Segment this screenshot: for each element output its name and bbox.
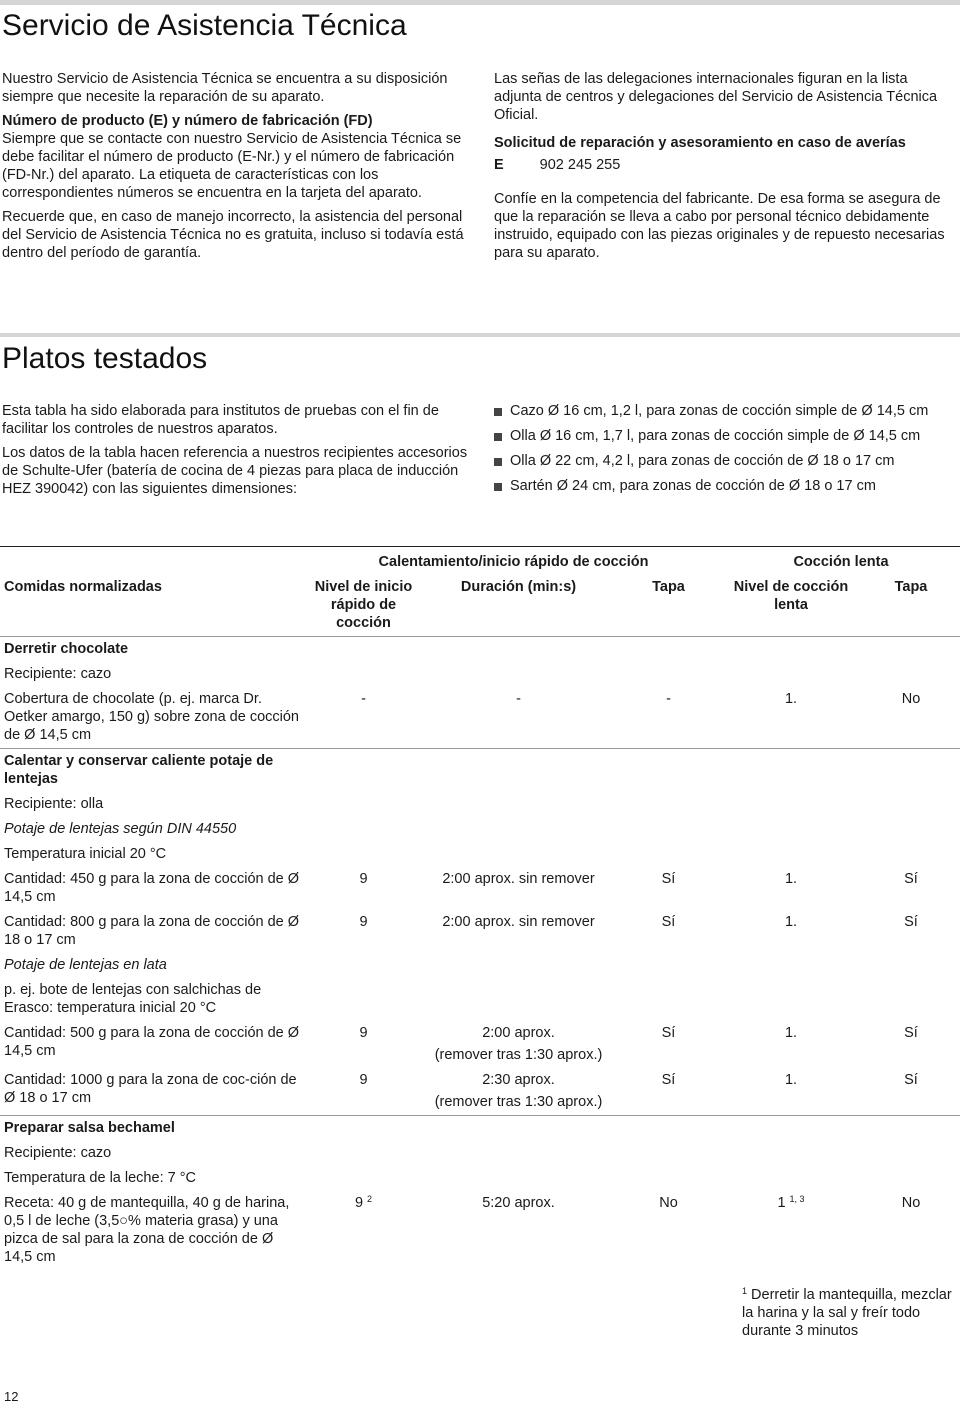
footnote — [742, 1286, 957, 1340]
cell-lid-slow: Sí — [904, 1025, 918, 1041]
dish-description: Receta: 40 g de mantequilla, 40 g de harina, 0,5 l de leche (3,5○% materia grasa) y una pizca de sal para la zona de cocción de Ø 14,5 cm — [4, 1195, 290, 1265]
service-right-column — [494, 70, 956, 268]
table-row — [0, 1141, 960, 1166]
footnote-ref: 1, 3 — [789, 1194, 805, 1204]
cell-duration: 5:20 aprox. — [482, 1195, 555, 1211]
group-header-row — [0, 547, 960, 576]
dish-description: Cantidad: 500 g para la zona de cocción de Ø 14,5 cm — [4, 1025, 300, 1059]
dish-subtitle: Potaje de lentejas en lata — [4, 957, 167, 973]
table-row — [0, 953, 960, 978]
page-number: 12 — [4, 1389, 19, 1404]
table-row — [0, 792, 960, 817]
duration-value: 2:30 aprox. — [482, 1072, 555, 1088]
level-value: 9 — [354, 1195, 364, 1211]
cell-level-fast: 9 — [359, 1025, 368, 1041]
cell-lid-slow: No — [901, 691, 921, 707]
cell-lid-fast: Sí — [661, 1025, 676, 1041]
header-lid-fast: Tapa — [652, 579, 685, 595]
cell-duration: 2:00 aprox. sin remover — [442, 871, 595, 887]
dish-description: Cantidad: 800 g para la zona de cocción de Ø 18 o 17 cm — [4, 914, 300, 948]
duration-value: 2:00 aprox. — [482, 1025, 555, 1041]
header-duration: Duración (min:s) — [460, 579, 577, 595]
section-title-tested-dishes: Platos testados — [2, 342, 208, 375]
vessel-item: Olla Ø 16 cm, 1,7 l, para zonas de cocción simple de Ø 14,5 cm — [494, 427, 960, 445]
table-row — [0, 662, 960, 687]
dish-description: Cantidad: 450 g para la zona de cocción de Ø 14,5 cm — [4, 871, 300, 905]
cell-level-slow — [720, 1191, 860, 1270]
cell-level-slow: 1. — [784, 914, 798, 930]
cell-lid-slow: No — [901, 1195, 921, 1211]
header-dish: Comidas normalizadas — [4, 579, 162, 595]
group-slow-cooking: Cocción lenta — [720, 547, 960, 576]
dish-vessel: Recipiente: olla — [4, 796, 104, 812]
table-row — [0, 637, 960, 663]
table-row — [0, 1068, 960, 1116]
cell-duration — [420, 1068, 615, 1116]
dish-temperature: Temperatura de la leche: 7 °C — [4, 1170, 196, 1186]
table-row — [0, 749, 960, 793]
cell-lid-slow: Sí — [904, 914, 918, 930]
header-lid-slow: Tapa — [894, 579, 928, 595]
header-level-slow: Nivel de cocción lenta — [733, 579, 849, 613]
cell-level-fast — [305, 1191, 420, 1270]
footnote-marker: 1 — [742, 1286, 748, 1296]
section-divider — [0, 333, 960, 337]
cell-level-slow: 1. — [784, 1072, 798, 1088]
dish-title: Calentar y conservar caliente potaje de lentejas — [0, 749, 305, 793]
cell-level-fast: 9 — [359, 1072, 368, 1088]
tested-dishes-table — [0, 546, 960, 1270]
column-header-row — [0, 575, 960, 637]
footnote-text: Derretir la mantequilla, mezclar la harina y la sal y freír todo durante 3 minutos — [742, 1287, 952, 1339]
repair-request-heading: Solicitud de reparación y asesoramiento en caso de averías — [494, 135, 906, 151]
vessel-item: Cazo Ø 16 cm, 1,2 l, para zonas de cocción simple de Ø 14,5 cm — [494, 402, 960, 420]
section-title-service: Servicio de Asistencia Técnica — [2, 9, 407, 42]
vessel-item: Sartén Ø 24 cm, para zonas de cocción de Ø 18 o 17 cm — [494, 477, 960, 495]
phone-number[interactable]: 902 245 255 — [539, 157, 621, 173]
vessel-item: Olla Ø 22 cm, 4,2 l, para zonas de cocción de Ø 18 o 17 cm — [494, 452, 960, 470]
table-row — [0, 1116, 960, 1142]
dish-description: Cantidad: 1000 g para la zona de coc-ción de Ø 18 o 17 cm — [4, 1072, 297, 1106]
table-row — [0, 978, 960, 1021]
cell-level-slow: 1. — [784, 691, 798, 707]
table-row — [0, 687, 960, 749]
table-row — [0, 1191, 960, 1270]
cell-level-fast: - — [361, 691, 366, 707]
service-left-column — [2, 70, 470, 268]
footnote-ref: 2 — [367, 1194, 373, 1204]
table-row — [0, 817, 960, 842]
duration-note: (remover tras 1:30 aprox.) — [434, 1094, 603, 1110]
vessel-list-column — [494, 402, 960, 502]
phone-label: E — [494, 157, 504, 173]
table-row — [0, 867, 960, 910]
tested-vessels-intro: Los datos de la tabla hacen referencia a nuestros recipientes accesorios de Schulte-Ufer (batería de cocina de 4 piezas para placa de inducción HEZ 390042) con las siguientes dimensiones: — [2, 445, 468, 497]
cell-lid-slow: Sí — [904, 871, 918, 887]
dish-vessel: Recipiente: cazo — [4, 666, 112, 682]
dish-subtitle: Potaje de lentejas según DIN 44550 — [4, 821, 237, 837]
group-fast-heating: Calentamiento/inicio rápido de cocción — [305, 547, 720, 576]
product-number-text: Siempre que se contacte con nuestro Servicio de Asistencia Técnica se debe facilitar el número de producto (E-Nr.) y el número de fabricación (FD-Nr.) del aparato. La etiqueta de características con los correspondientes números se encuentra en la tarjeta del aparato. — [2, 131, 462, 201]
cell-lid-fast: Sí — [661, 871, 676, 887]
international-note: Las señas de las delegaciones internacionales figuran en la lista adjunta de centros y delegaciones del Servicio de Asistencia Técnica Oficial. — [494, 71, 938, 123]
header-level-fast: Nivel de inicio rápido de cocción — [314, 579, 413, 631]
phone-line — [494, 156, 956, 174]
table-row — [0, 842, 960, 867]
tested-left-column — [2, 402, 470, 504]
dish-title: Preparar salsa bechamel — [0, 1116, 305, 1142]
tested-intro: Esta tabla ha sido elaborada para institutos de pruebas con el fin de facilitar los controles de nuestros aparatos. — [2, 403, 439, 437]
cell-lid-fast: No — [659, 1195, 678, 1211]
cell-duration: 2:00 aprox. sin remover — [442, 914, 595, 930]
duration-note: (remover tras 1:30 aprox.) — [434, 1047, 603, 1063]
cell-level-slow: 1. — [784, 871, 798, 887]
level-value: 1 — [777, 1195, 786, 1211]
cell-duration: - — [516, 691, 521, 707]
cell-level-fast: 9 — [359, 914, 368, 930]
manufacturer-trust-note: Confíe en la competencia del fabricante. De esa forma se asegura de que la reparación se lleva a cabo por personal técnico debidamente instruido, equipado con las piezas originales y de repuesto necesarias para su aparato. — [494, 191, 945, 261]
cell-level-fast: 9 — [359, 871, 368, 887]
table-row — [0, 1021, 960, 1068]
dish-temperature: p. ej. bote de lentejas con salchichas de Erasco: temperatura inicial 20 °C — [4, 982, 262, 1016]
dish-description: Cobertura de chocolate (p. ej. marca Dr. Oetker amargo, 150 g) sobre zona de cocción de Ø 14,5 cm — [4, 691, 299, 743]
cell-lid-fast: Sí — [661, 1072, 676, 1088]
cell-lid-fast: Sí — [661, 914, 676, 930]
cell-lid-slow: Sí — [904, 1072, 918, 1088]
cell-duration — [420, 1021, 615, 1068]
top-rule — [0, 0, 960, 5]
dish-title: Derretir chocolate — [0, 637, 305, 663]
warranty-note: Recuerde que, en caso de manejo incorrecto, la asistencia del personal del Servicio de Asistencia Técnica no es gratuita, incluso si todavía está dentro del período de garantía. — [2, 209, 464, 261]
cell-level-slow: 1. — [784, 1025, 798, 1041]
dish-vessel: Recipiente: cazo — [4, 1145, 112, 1161]
dish-temperature: Temperatura inicial 20 °C — [4, 846, 167, 862]
service-intro: Nuestro Servicio de Asistencia Técnica se encuentra a su disposición siempre que necesite la reparación de su aparato. — [2, 71, 448, 105]
table-row — [0, 910, 960, 953]
table-row — [0, 1166, 960, 1191]
cell-lid-fast: - — [666, 691, 671, 707]
vessel-list — [494, 402, 960, 495]
product-number-heading: Número de producto (E) y número de fabricación (FD) — [2, 113, 373, 129]
